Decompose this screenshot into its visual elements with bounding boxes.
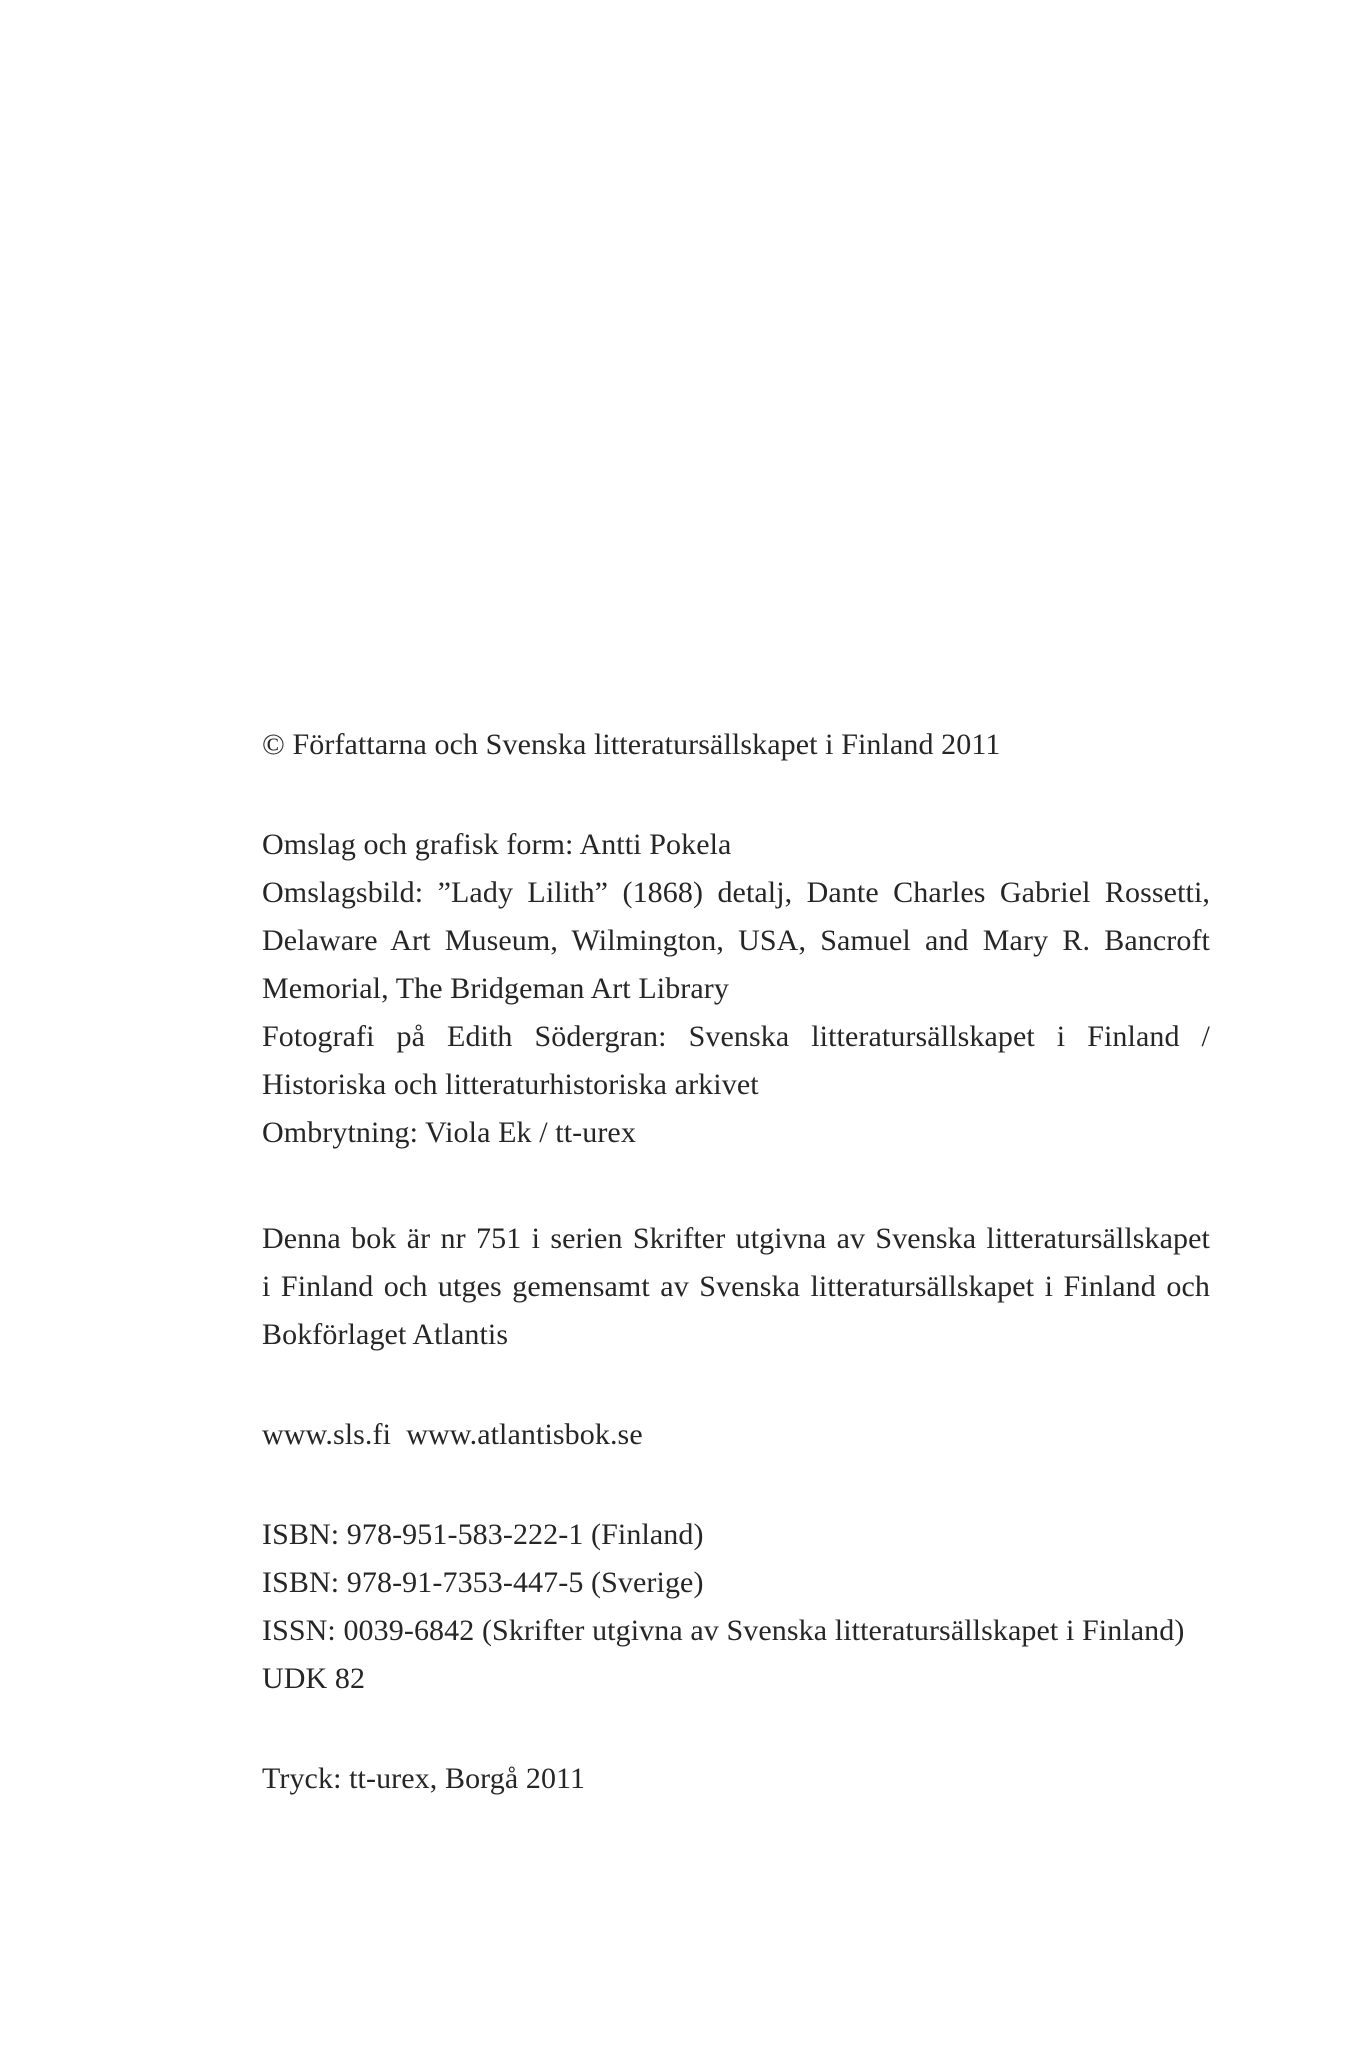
series-line-2: i Finland och utges gemensamt av Svenska litteratursällskapet i Finland och (262, 1270, 1210, 1303)
cover-image-line-3: Memorial, The Bridgeman Art Library (262, 972, 729, 1005)
series-line-3: Bokförlaget Atlantis (262, 1318, 509, 1351)
colophon-text-block (262, 721, 1210, 1855)
cover-design-line: Omslag och grafisk form: Antti Pokela (262, 828, 732, 861)
copyright-paragraph (262, 721, 1210, 769)
credits-paragraph (262, 821, 1210, 1157)
isbn-sverige-line: ISBN: 978-91-7353-447-5 (Sverige) (262, 1566, 704, 1599)
cover-image-line-1: Omslagsbild: ”Lady Lilith” (1868) detalj, Dante Charles Gabriel Rossetti, (262, 876, 1210, 909)
cover-image-line-2: Delaware Art Museum, Wilmington, USA, Samuel and Mary R. Bancroft (262, 924, 1210, 957)
isbn-finland-line: ISBN: 978-951-583-222-1 (Finland) (262, 1518, 704, 1551)
typesetting-line: Ombrytning: Viola Ek / tt-urex (262, 1116, 636, 1149)
print-line: Tryck: tt-urex, Borgå 2011 (262, 1762, 586, 1795)
issn-line: ISSN: 0039-6842 (Skrifter utgivna av Svenska litteratursällskapet i Finland) (262, 1614, 1185, 1647)
udk-line: UDK 82 (262, 1662, 366, 1695)
print-paragraph (262, 1755, 1210, 1803)
copyright-line: © Författarna och Svenska litteratursällskapet i Finland 2011 (262, 728, 1001, 761)
photo-credit-line-2: Historiska och litteraturhistoriska arkivet (262, 1068, 759, 1101)
series-line-1: Denna bok är nr 751 i serien Skrifter utgivna av Svenska litteratursällskapet (262, 1222, 1210, 1255)
series-paragraph (262, 1215, 1210, 1359)
websites-paragraph (262, 1411, 1210, 1459)
identifiers-paragraph (262, 1511, 1210, 1703)
websites-line: www.sls.fi www.atlantisbok.se (262, 1418, 643, 1451)
photo-credit-line-1: Fotografi på Edith Södergran: Svenska litteratursällskapet i Finland / (262, 1020, 1210, 1053)
